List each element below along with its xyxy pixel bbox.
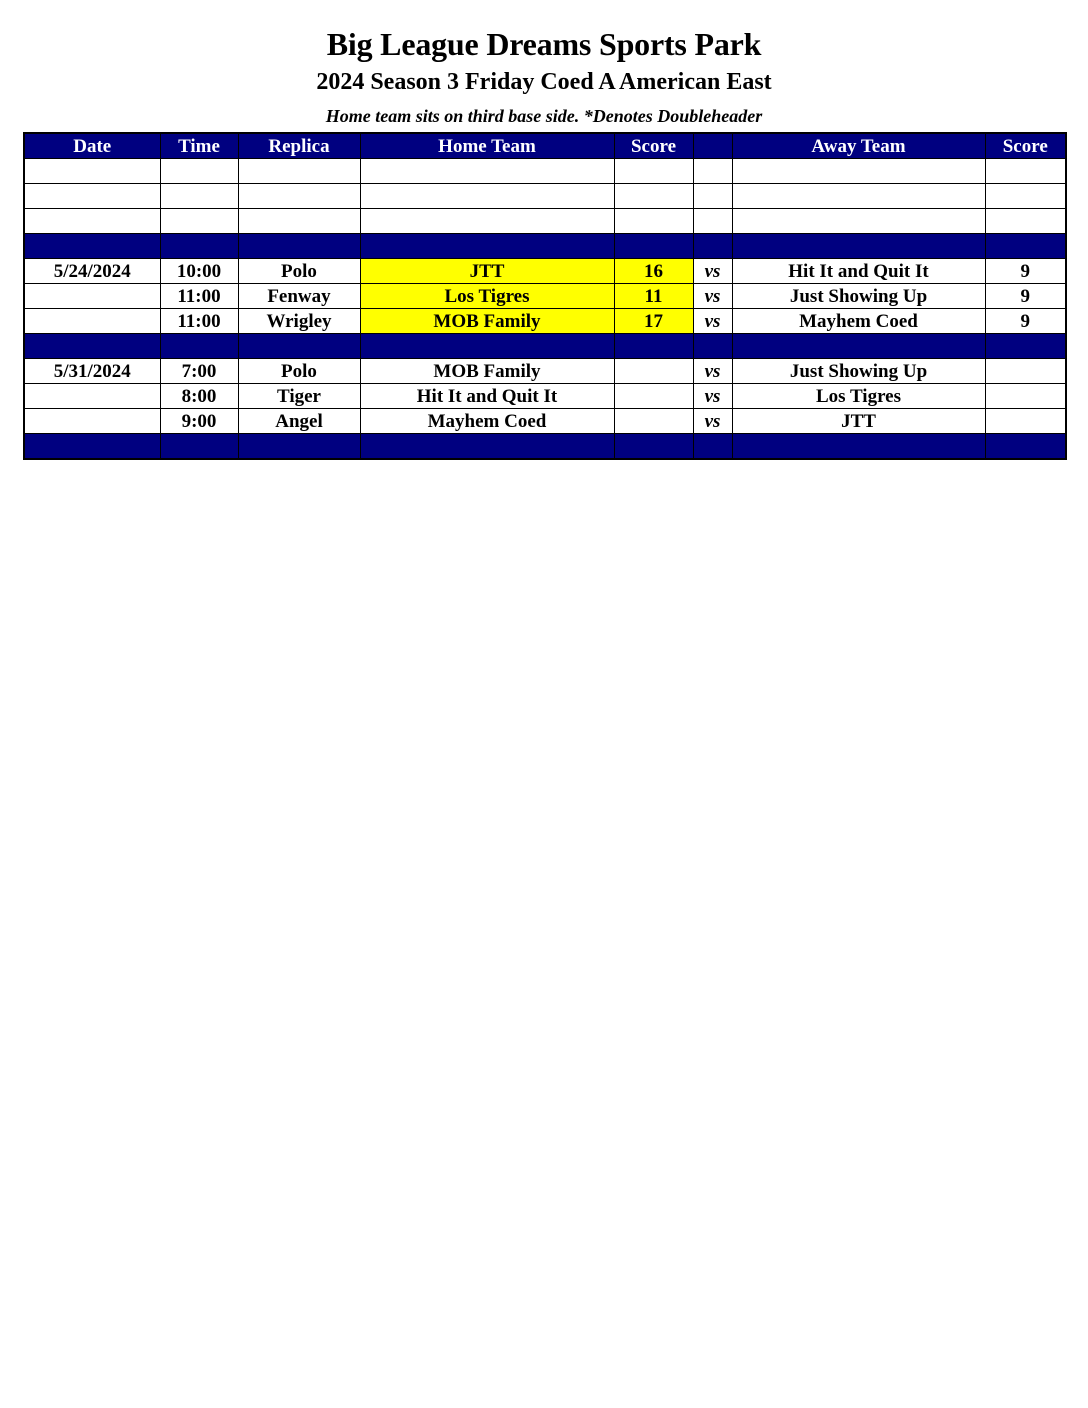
separator-cell: [614, 234, 693, 259]
schedule-table: [23, 132, 1067, 460]
versus-label: vs: [693, 359, 732, 384]
empty-cell: [732, 209, 985, 234]
separator-cell: [160, 434, 238, 460]
separator-cell: [693, 334, 732, 359]
empty-cell: [693, 159, 732, 184]
game-time: 11:00: [160, 309, 238, 334]
home-team: Hit It and Quit It: [360, 384, 614, 409]
separator-cell: [360, 234, 614, 259]
versus-label: vs: [693, 409, 732, 434]
game-field: Polo: [238, 359, 360, 384]
separator-cell: [24, 434, 160, 460]
game-field: Angel: [238, 409, 360, 434]
game-time: 8:00: [160, 384, 238, 409]
home-score: 17: [614, 309, 693, 334]
game-time: 7:00: [160, 359, 238, 384]
game-field: Wrigley: [238, 309, 360, 334]
versus-label: vs: [693, 384, 732, 409]
versus-label: vs: [693, 259, 732, 284]
empty-cell: [693, 209, 732, 234]
separator-cell: [693, 434, 732, 460]
away-score: [985, 359, 1066, 384]
empty-cell: [985, 159, 1066, 184]
game-date: [24, 309, 160, 334]
page-subtitle: 2024 Season 3 Friday Coed A American East: [316, 69, 772, 95]
column-header-away-score: Score: [985, 133, 1066, 159]
separator-row: [24, 434, 1066, 460]
separator-cell: [24, 334, 160, 359]
column-header-date: Date: [24, 133, 160, 159]
versus-label: vs: [693, 309, 732, 334]
empty-cell: [160, 209, 238, 234]
away-team: Mayhem Coed: [732, 309, 985, 334]
empty-cell: [238, 159, 360, 184]
separator-cell: [238, 234, 360, 259]
game-time: 11:00: [160, 284, 238, 309]
empty-cell: [985, 209, 1066, 234]
away-team: Hit It and Quit It: [732, 259, 985, 284]
separator-cell: [238, 334, 360, 359]
away-score: 9: [985, 259, 1066, 284]
empty-cell: [24, 159, 160, 184]
home-team: MOB Family: [360, 359, 614, 384]
column-header-vs: [693, 133, 732, 159]
empty-cell: [160, 159, 238, 184]
home-score: [614, 409, 693, 434]
home-score: 11: [614, 284, 693, 309]
empty-row: [24, 209, 1066, 234]
empty-cell: [614, 184, 693, 209]
separator-cell: [360, 434, 614, 460]
game-row: [24, 259, 1066, 284]
separator-cell: [985, 334, 1066, 359]
empty-cell: [238, 209, 360, 234]
empty-cell: [732, 184, 985, 209]
separator-row: [24, 334, 1066, 359]
separator-cell: [614, 434, 693, 460]
game-date: 5/31/2024: [24, 359, 160, 384]
empty-cell: [360, 159, 614, 184]
separator-cell: [238, 434, 360, 460]
empty-cell: [732, 159, 985, 184]
away-score: [985, 409, 1066, 434]
empty-cell: [24, 209, 160, 234]
column-header-away-team: Away Team: [732, 133, 985, 159]
away-score: 9: [985, 284, 1066, 309]
column-header-home-score: Score: [614, 133, 693, 159]
separator-cell: [732, 334, 985, 359]
separator-cell: [732, 434, 985, 460]
empty-row: [24, 159, 1066, 184]
home-score: 16: [614, 259, 693, 284]
column-header-time: Time: [160, 133, 238, 159]
empty-cell: [24, 184, 160, 209]
game-date: [24, 384, 160, 409]
game-row: [24, 309, 1066, 334]
separator-cell: [732, 234, 985, 259]
home-team: Mayhem Coed: [360, 409, 614, 434]
empty-cell: [614, 209, 693, 234]
separator-cell: [985, 434, 1066, 460]
separator-cell: [693, 234, 732, 259]
away-score: [985, 384, 1066, 409]
game-time: 10:00: [160, 259, 238, 284]
game-row: [24, 384, 1066, 409]
game-row: [24, 284, 1066, 309]
separator-cell: [360, 334, 614, 359]
empty-cell: [360, 209, 614, 234]
home-score: [614, 384, 693, 409]
away-team: Los Tigres: [732, 384, 985, 409]
separator-cell: [614, 334, 693, 359]
separator-cell: [985, 234, 1066, 259]
empty-cell: [360, 184, 614, 209]
game-field: Fenway: [238, 284, 360, 309]
separator-row: [24, 234, 1066, 259]
column-header-replica: Replica: [238, 133, 360, 159]
game-field: Polo: [238, 259, 360, 284]
versus-label: vs: [693, 284, 732, 309]
game-date: 5/24/2024: [24, 259, 160, 284]
empty-cell: [160, 184, 238, 209]
column-header-home-team: Home Team: [360, 133, 614, 159]
game-date: [24, 284, 160, 309]
home-team: MOB Family: [360, 309, 614, 334]
empty-cell: [238, 184, 360, 209]
separator-cell: [160, 234, 238, 259]
home-team: Los Tigres: [360, 284, 614, 309]
empty-cell: [614, 159, 693, 184]
empty-cell: [693, 184, 732, 209]
game-row: [24, 359, 1066, 384]
table-header-row: [24, 133, 1066, 159]
home-score: [614, 359, 693, 384]
away-team: Just Showing Up: [732, 284, 985, 309]
game-time: 9:00: [160, 409, 238, 434]
separator-cell: [160, 334, 238, 359]
home-team: JTT: [360, 259, 614, 284]
game-date: [24, 409, 160, 434]
game-field: Tiger: [238, 384, 360, 409]
away-team: Just Showing Up: [732, 359, 985, 384]
away-score: 9: [985, 309, 1066, 334]
empty-cell: [985, 184, 1066, 209]
game-row: [24, 409, 1066, 434]
empty-row: [24, 184, 1066, 209]
schedule-note: Home team sits on third base side. *Denotes Doubleheader: [325, 106, 763, 126]
separator-cell: [24, 234, 160, 259]
page-title: Big League Dreams Sports Park: [326, 26, 762, 62]
away-team: JTT: [732, 409, 985, 434]
